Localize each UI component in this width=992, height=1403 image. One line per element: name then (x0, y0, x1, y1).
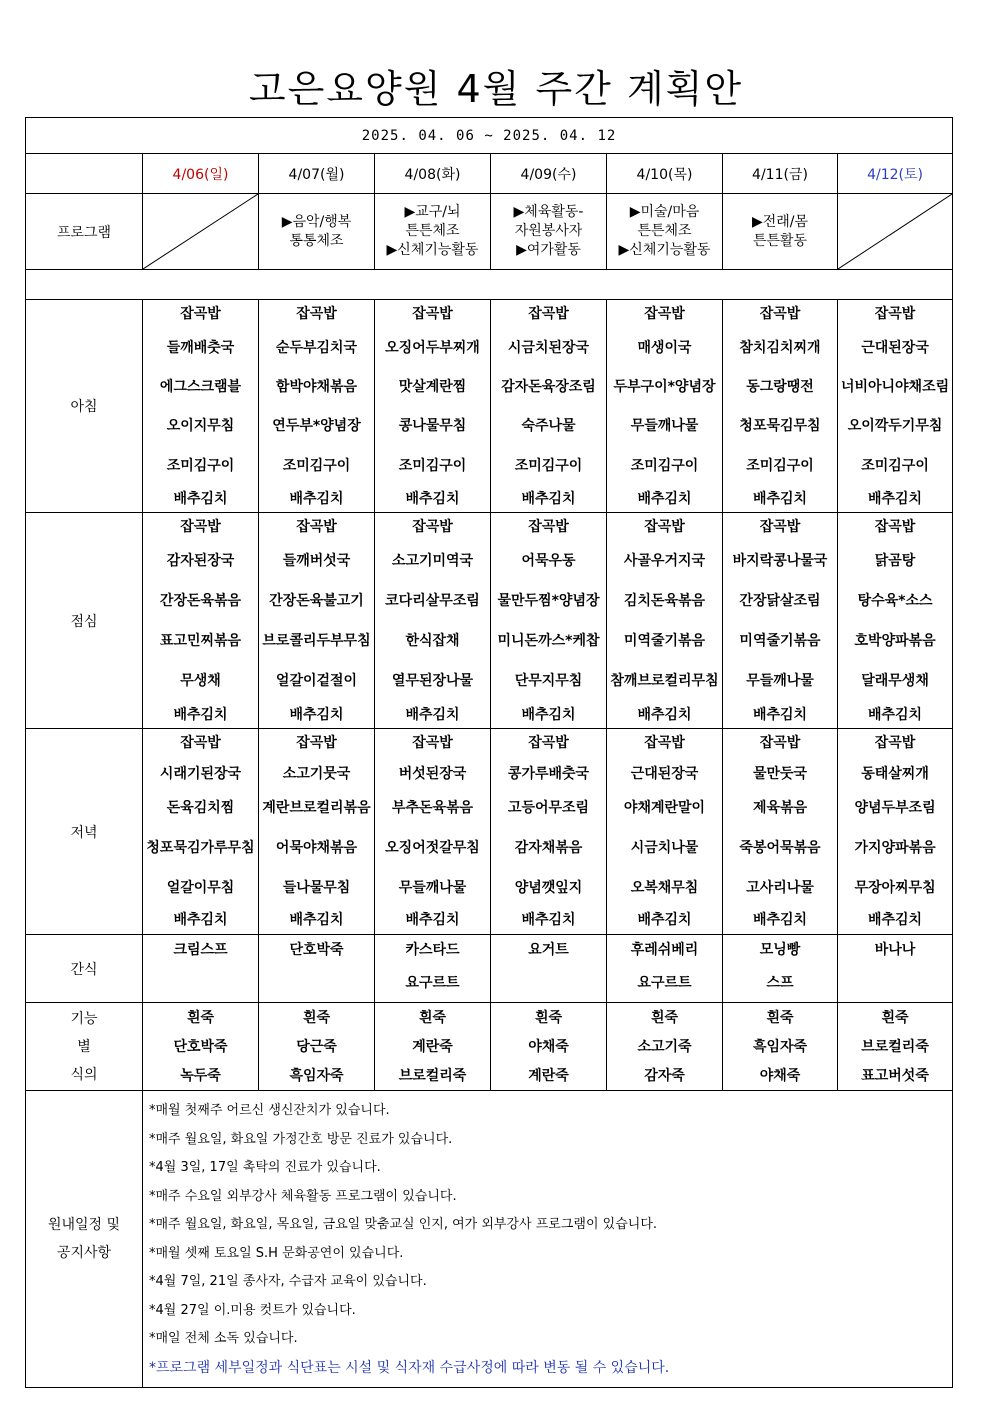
notice-item: *매주 월요일, 화요일 가정간호 방문 진료가 있습니다. (149, 1131, 453, 1147)
day-header: 4/12(토) (838, 154, 953, 194)
menu-item: 잡곡밥 (412, 735, 453, 751)
breakfast-menu (259, 300, 374, 512)
menu-item: 잡곡밥 (874, 735, 916, 751)
menu-item: 바나나 (874, 942, 916, 958)
diet-cell (491, 1003, 607, 1091)
menu-item: 들나물무침 (282, 880, 351, 896)
program-cell (259, 194, 375, 270)
breakfast-cell (491, 300, 607, 513)
menu-item: 흑임자죽 (289, 1067, 344, 1084)
menu-item: 소고기죽 (637, 1038, 692, 1055)
menu-item: 배추김치 (521, 912, 576, 928)
breakfast-menu (838, 300, 952, 512)
menu-item: 흰죽 (650, 1009, 679, 1026)
menu-item: 조미김구이 (746, 458, 814, 474)
menu-item: 계란브로컬리볶음 (262, 800, 371, 816)
menu-item: 호박양파볶음 (854, 633, 936, 649)
menu-item: 잡곡밥 (296, 735, 337, 751)
menu-item: 김치돈육볶음 (623, 593, 706, 609)
day-header: 4/10(목) (607, 154, 723, 194)
day-header: 4/06(일) (143, 154, 259, 194)
lunch-menu (259, 513, 374, 728)
menu-item: 배추김치 (867, 706, 923, 723)
menu-item: 간장닭살조림 (739, 593, 821, 609)
menu-item (491, 965, 606, 1001)
menu-item: 잡곡밥 (759, 735, 801, 751)
menu-item: 잡곡밥 (528, 735, 569, 751)
menu-item: 간장돈육불고기 (269, 593, 364, 609)
snack-cell (143, 935, 259, 1003)
day-header: 4/11(금) (723, 154, 838, 194)
menu-item: 무들깨나물 (630, 418, 699, 434)
menu-item: 근대된장국 (861, 340, 929, 356)
menu-item: 조미김구이 (514, 458, 583, 474)
menu-item: 크림스프 (173, 942, 228, 958)
menu-item: 계란죽 (528, 1067, 569, 1084)
menu-item: 잡곡밥 (296, 519, 337, 535)
notice-item: *4월 7일, 21일 종사자, 수급자 교육이 있습니다. (149, 1274, 427, 1289)
lunch-cell (491, 513, 607, 729)
menu-item: 배추김치 (173, 912, 228, 928)
program-line: 튼튼체조 (637, 223, 692, 239)
menu-item: 단무지무침 (514, 673, 583, 689)
menu-item: 단호박죽 (173, 1038, 228, 1055)
snack-menu (491, 935, 606, 1001)
menu-item: 조미김구이 (166, 458, 235, 474)
menu-item: 들깨배춧국 (166, 340, 235, 356)
snack-cell (838, 935, 953, 1003)
menu-item: 흰죽 (881, 1009, 909, 1026)
program-line: ▶미술/마음 (629, 204, 700, 220)
menu-item: 배추김치 (289, 706, 344, 723)
row-label-program: 프로그램 (26, 194, 143, 270)
row-label-dinner: 저녁 (26, 729, 143, 935)
menu-item: 물만두찜*양념장 (497, 593, 600, 609)
menu-item: 소고기뭇국 (282, 766, 351, 782)
menu-item: 잡곡밥 (644, 735, 685, 751)
menu-item: 감자채볶음 (514, 839, 583, 856)
dinner-cell (375, 729, 491, 935)
menu-item: 배추김치 (173, 706, 228, 723)
menu-item: 배추김치 (405, 491, 460, 507)
dinner-menu (375, 729, 490, 934)
diagonal-line (143, 194, 258, 269)
menu-item: 고등어무조림 (507, 800, 590, 816)
menu-item: 탕수육*소스 (857, 593, 933, 609)
breakfast-cell (143, 300, 259, 513)
diet-label-line: 식의 (70, 1066, 98, 1083)
menu-item: 잡곡밥 (644, 306, 685, 322)
lunch-menu (723, 513, 837, 728)
empty-program-cell (143, 194, 259, 270)
breakfast-cell (259, 300, 375, 513)
menu-item: 브로컬리죽 (861, 1038, 929, 1055)
dinner-cell (607, 729, 723, 935)
menu-item: 부추돈육볶음 (391, 800, 474, 816)
menu-item: 감자된장국 (166, 553, 235, 569)
menu-item: 죽봉어묵볶음 (739, 839, 821, 856)
notice-item: *4월 3일, 17일 촉탁의 진료가 있습니다. (149, 1160, 381, 1175)
menu-item: 흰죽 (418, 1009, 447, 1026)
lunch-menu (143, 513, 258, 728)
menu-item: 조미김구이 (282, 458, 351, 474)
menu-item: 요구르트 (637, 975, 692, 991)
dinner-cell (723, 729, 838, 935)
menu-item: 당근죽 (296, 1038, 337, 1055)
day-header: 4/07(월) (259, 154, 375, 194)
program-cell (723, 194, 838, 270)
dinner-menu (143, 729, 258, 934)
menu-item: 가지양파볶음 (854, 839, 936, 856)
program-line: ▶교구/뇌 (404, 204, 461, 220)
days-row (26, 154, 953, 194)
menu-item: 시금치나물 (630, 839, 699, 856)
menu-item: 닭곰탕 (874, 553, 916, 569)
dinner-menu (838, 729, 952, 934)
menu-item: 녹두죽 (180, 1067, 221, 1084)
menu-item: 콩나물무침 (398, 418, 467, 434)
menu-item: 미역줄기볶음 (739, 633, 821, 649)
dinner-cell (259, 729, 375, 935)
menu-item: 계란죽 (412, 1038, 453, 1055)
lunch-cell (375, 513, 491, 729)
menu-item: 사골우거지국 (623, 553, 706, 569)
menu-item: 배추김치 (752, 491, 808, 507)
dinner-menu (491, 729, 606, 934)
lunch-cell (259, 513, 375, 729)
menu-item: 제육볶음 (752, 800, 808, 816)
date-range: 2025. 04. 06 ~ 2025. 04. 12 (26, 118, 953, 154)
menu-item (259, 965, 374, 1001)
menu-item: 배추김치 (637, 912, 692, 928)
diet-cell (375, 1003, 491, 1091)
page-title: 고은요양원 4월 주간 계획안 (248, 67, 744, 111)
menu-item (143, 965, 258, 1001)
notice-item: *매주 월요일, 화요일, 목요일, 금요일 맞춤교실 인지, 여가 외부강사 프로그램이 있습니다. (149, 1217, 658, 1232)
menu-item: 미역줄기볶음 (623, 633, 706, 649)
lunch-cell (143, 513, 259, 729)
menu-item: 참깨브로컬리무침 (610, 673, 719, 689)
menu-item: 청포묵김가루무침 (146, 839, 255, 856)
snack-cell (491, 935, 607, 1003)
row-label-diet (26, 1003, 143, 1091)
diet-cell (143, 1003, 259, 1091)
menu-item: 잡곡밥 (180, 306, 221, 322)
breakfast-row (26, 300, 953, 513)
menu-item: 한식잡채 (405, 633, 460, 649)
program-line: 자원봉사자 (514, 223, 583, 239)
spacer-row (26, 270, 953, 300)
program-cell (607, 194, 723, 270)
menu-item: 배추김치 (173, 491, 228, 507)
menu-item: 잡곡밥 (874, 306, 916, 322)
menu-item: 잡곡밥 (296, 306, 337, 322)
breakfast-menu (723, 300, 837, 512)
menu-item: 야채죽 (528, 1038, 569, 1055)
menu-item: 너비아니야채조림 (840, 379, 950, 395)
diet-cell (838, 1003, 953, 1091)
snack-cell (375, 935, 491, 1003)
program-line: ▶음악/행복 (281, 213, 352, 230)
menu-item: 야채죽 (759, 1067, 801, 1084)
menu-item: 배추김치 (752, 912, 808, 928)
menu-item: 흰죽 (302, 1009, 331, 1026)
breakfast-menu (375, 300, 490, 512)
menu-item: 어묵야채볶음 (275, 839, 358, 856)
menu-item (838, 965, 952, 1001)
menu-item: 연두부*양념장 (272, 418, 361, 434)
menu-item: 후레쉬베리 (630, 942, 699, 958)
menu-item: 잡곡밥 (528, 519, 569, 535)
notice-item: *4월 27일 이.미용 컷트가 있습니다. (149, 1302, 356, 1318)
notice-row (26, 1091, 953, 1388)
menu-item: 브로콜리두부무침 (262, 633, 371, 649)
program-cell (375, 194, 491, 270)
menu-item: 잡곡밥 (180, 519, 221, 535)
menu-item: 참치김치찌개 (739, 340, 821, 356)
menu-item: 배추김치 (289, 912, 344, 928)
program-line: 통통체조 (289, 232, 344, 249)
snack-menu (259, 935, 374, 1001)
program-row (26, 194, 953, 270)
lunch-menu (491, 513, 606, 728)
menu-item: 모닝빵 (759, 942, 801, 958)
diet-cell (259, 1003, 375, 1091)
menu-item: 배추김치 (752, 706, 808, 723)
menu-item: 브로컬리죽 (398, 1067, 467, 1084)
program-line: ▶전래/몸 (751, 213, 809, 230)
row-label-snack: 간식 (26, 935, 143, 1003)
notice-list (143, 1091, 953, 1388)
menu-item: 동태살찌개 (861, 766, 929, 782)
menu-item: 동그랑땡전 (746, 379, 814, 395)
menu-item: 단호박죽 (289, 942, 344, 958)
diet-row (26, 1003, 953, 1091)
menu-item: 조미김구이 (861, 458, 929, 474)
menu-item: 잡곡밥 (759, 519, 801, 535)
menu-item: 순두부김치국 (275, 340, 358, 356)
menu-item: 오징어두부찌개 (385, 340, 480, 356)
dinner-menu (723, 729, 837, 934)
snack-menu (143, 935, 258, 1001)
menu-item: 야채계란말이 (623, 800, 706, 816)
menu-item: 오이지무침 (166, 418, 235, 434)
diet-cell (723, 1003, 838, 1091)
row-label-lunch: 점심 (26, 513, 143, 729)
menu-item: 간장돈육볶음 (159, 593, 242, 609)
dinner-row (26, 729, 953, 935)
menu-item: 잡곡밥 (412, 519, 453, 535)
empty-program-cell (838, 194, 953, 270)
menu-item: 돈육김치찜 (166, 800, 235, 816)
menu-item: 잡곡밥 (874, 519, 916, 535)
menu-item: 코다리살무조림 (385, 593, 480, 609)
diet-cell (607, 1003, 723, 1091)
menu-item: 무들깨나물 (398, 880, 467, 896)
menu-item: 흑임자죽 (752, 1038, 808, 1055)
dinner-cell (838, 729, 953, 935)
menu-item: 배추김치 (289, 491, 344, 507)
notice-item: *매주 수요일 외부강사 체육활동 프로그램이 있습니다. (149, 1188, 457, 1204)
menu-item: 무생채 (180, 673, 221, 689)
program-line: ▶여가활동 (516, 242, 581, 258)
day-header: 4/08(화) (375, 154, 491, 194)
menu-item: 조미김구이 (630, 458, 699, 474)
menu-item: 무장아찌무침 (854, 880, 936, 896)
menu-item: 근대된장국 (630, 766, 699, 782)
snack-menu (375, 935, 490, 1001)
menu-item: 고사리나물 (746, 880, 814, 896)
menu-item: 배추김치 (637, 491, 692, 507)
menu-item: 조미김구이 (398, 458, 467, 474)
lunch-row (26, 513, 953, 729)
program-line: ▶신체기능활동 (618, 242, 711, 258)
menu-item: 열무된장나물 (391, 673, 474, 689)
menu-item: 잡곡밥 (412, 306, 453, 322)
menu-item: 오징어젓갈무침 (385, 839, 480, 856)
dinner-menu (259, 729, 374, 934)
menu-item: 표고민찌볶음 (159, 633, 242, 649)
menu-item: 물만둣국 (752, 766, 808, 782)
menu-item: 바지락콩나물국 (732, 553, 828, 569)
diet-label-line: 기능 (70, 1010, 98, 1027)
menu-item: 얼갈이겉절이 (275, 673, 358, 689)
menu-item: 오복채무침 (630, 880, 699, 896)
menu-item: 표고버섯죽 (861, 1067, 929, 1084)
menu-item: 콩가루배춧국 (507, 766, 590, 782)
menu-item: 청포묵김무침 (739, 418, 821, 434)
row-label-notice (26, 1091, 143, 1388)
row-label-breakfast: 아침 (26, 300, 143, 513)
menu-item: 흰죽 (186, 1009, 215, 1026)
snack-menu (723, 935, 837, 1001)
dinner-cell (143, 729, 259, 935)
lunch-cell (607, 513, 723, 729)
menu-item: 감자돈육장조림 (501, 379, 596, 395)
menu-item: 양념두부조림 (854, 800, 936, 816)
menu-item: 함박야채볶음 (275, 379, 358, 395)
lunch-menu (838, 513, 952, 728)
lunch-menu (375, 513, 490, 728)
menu-item: 배추김치 (521, 706, 576, 723)
menu-item: 맛살계란찜 (398, 379, 467, 395)
menu-item: 에그스크램블 (159, 379, 242, 395)
menu-item: 들깨버섯국 (282, 553, 351, 569)
snack-row (26, 935, 953, 1003)
snack-menu (607, 935, 722, 1001)
dinner-cell (491, 729, 607, 935)
breakfast-cell (607, 300, 723, 513)
menu-item: 감자죽 (644, 1067, 685, 1084)
menu-item: 배추김치 (867, 491, 923, 507)
menu-item: 카스타드 (405, 942, 460, 958)
breakfast-menu (607, 300, 722, 512)
menu-item: 양념깻잎지 (514, 880, 583, 896)
breakfast-cell (838, 300, 953, 513)
menu-item: 버섯된장국 (398, 766, 467, 782)
program-line: 튼튼활동 (752, 232, 808, 249)
snack-cell (607, 935, 723, 1003)
menu-item: 두부구이*양념장 (613, 379, 716, 395)
menu-item: 달래무생채 (861, 673, 929, 689)
lunch-cell (838, 513, 953, 729)
menu-item: 무들깨나물 (746, 673, 814, 689)
menu-item: 어묵우동 (521, 553, 576, 569)
breakfast-cell (375, 300, 491, 513)
notice-item: *매월 첫째주 어르신 생신잔치가 있습니다. (149, 1103, 390, 1118)
program-line: 튼튼체조 (405, 223, 460, 239)
program-cell (491, 194, 607, 270)
notice-item: *매월 셋째 토요일 S.H 문화공연이 있습니다. (149, 1245, 404, 1261)
snack-menu (838, 935, 952, 1001)
menu-item: 스프 (766, 975, 794, 991)
menu-item: 배추김치 (521, 491, 576, 507)
snack-cell (259, 935, 375, 1003)
menu-item: 배추김치 (867, 912, 923, 928)
weekly-plan-table (25, 117, 953, 1388)
menu-item: 배추김치 (405, 706, 460, 723)
program-line: ▶신체기능활동 (386, 242, 479, 258)
day-header: 4/09(수) (491, 154, 607, 194)
lunch-menu (607, 513, 722, 728)
breakfast-cell (723, 300, 838, 513)
menu-item: 배추김치 (637, 706, 692, 723)
menu-item: 얼갈이무침 (166, 880, 235, 896)
dinner-menu (607, 729, 722, 934)
menu-item: 배추김치 (405, 912, 460, 928)
menu-item: 매생이국 (637, 340, 692, 356)
menu-item: 잡곡밥 (759, 306, 801, 322)
menu-item: 소고기미역국 (391, 553, 474, 569)
menu-item: 숙주나물 (521, 418, 576, 434)
menu-item: 요거트 (528, 942, 569, 958)
menu-item: 요구르트 (405, 975, 460, 991)
menu-item: 시래기된장국 (159, 766, 242, 782)
diagonal-line (838, 194, 952, 269)
notice-item: *매일 전체 소독 있습니다. (149, 1331, 298, 1346)
corner-cell (26, 154, 143, 194)
breakfast-menu (491, 300, 606, 512)
menu-item: 흰죽 (766, 1009, 794, 1026)
program-line: ▶체육활동- (513, 204, 584, 220)
menu-item: 흰죽 (534, 1009, 563, 1026)
breakfast-menu (143, 300, 258, 512)
lunch-cell (723, 513, 838, 729)
menu-item: 잡곡밥 (180, 735, 221, 751)
menu-item: 오이깍두기무침 (847, 418, 943, 434)
diet-label-line: 별 (77, 1038, 91, 1055)
notice-label-line: 공지사항 (56, 1245, 112, 1261)
menu-item: 시금치된장국 (507, 340, 590, 356)
notice-label-line: 원내일정 및 (47, 1217, 121, 1233)
notice-item: *프로그램 세부일정과 식단표는 시설 및 식자재 수급사정에 따라 변동 될 수 있습니다. (149, 1359, 670, 1376)
menu-item: 잡곡밥 (644, 519, 685, 535)
snack-cell (723, 935, 838, 1003)
menu-item: 잡곡밥 (528, 306, 569, 322)
menu-item: 미니돈까스*케찹 (497, 633, 600, 649)
